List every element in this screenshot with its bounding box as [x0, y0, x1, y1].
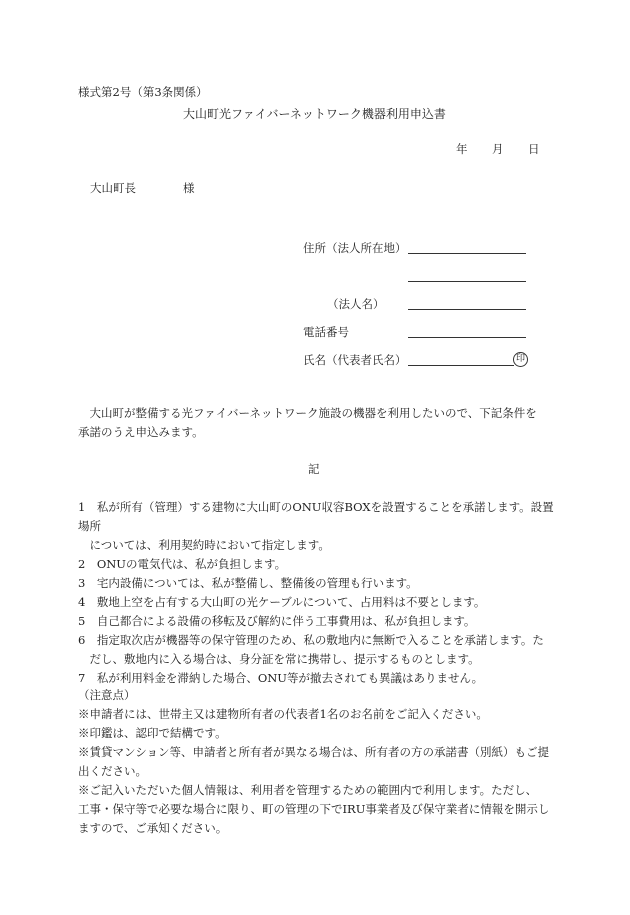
date-year: 年 — [456, 142, 468, 156]
note-item: ※印鑑は、認印で結構です。 — [78, 726, 227, 740]
condition-item: 7 私が利用料金を滞納した場合、ONU等が撤去されても異議はありません。 — [78, 671, 484, 685]
note-item: 出ください。 — [78, 764, 147, 778]
intro-line: 大山町が整備する光ファイバーネットワーク施設の機器を利用したいので、下記条件を — [78, 406, 537, 420]
notes-list — [78, 686, 558, 838]
notes-heading: （注意点） — [78, 688, 136, 702]
condition-item: 4 敷地上空を占有する大山町の光ケーブルについて、占用料は不要とします。 — [78, 595, 486, 609]
phone-line[interactable] — [408, 337, 526, 338]
condition-item: 3 宅内設備については、私が整備し、整備後の管理も行います。 — [78, 576, 418, 590]
seal-mark: 印 — [513, 352, 528, 367]
condition-item: 5 自己都合による設備の移転及び解約に伴う工事費用は、私が負担します。 — [78, 614, 476, 628]
name-label: 氏名（代表者氏名） — [303, 353, 407, 367]
intro-line: 承諾のうえ申込みます。 — [78, 425, 204, 439]
note-item: ※申請者には、世帯主又は建物所有者の代表者1名のお名前をご記入ください。 — [78, 707, 488, 721]
date-day: 日 — [528, 142, 540, 156]
note-item: 工事・保守等で必要な場合に限り、町の管理の下でIRU事業者及び保守業者に情報を開示し — [78, 802, 550, 816]
ki-heading: 記 — [308, 462, 320, 476]
date-month: 月 — [492, 142, 504, 156]
condition-item: 1 私が所有（管理）する建物に大山町のONU収容BOXを設置することを承諾します。設置場所 — [78, 500, 554, 533]
condition-item: 2 ONUの電気代は、私が負担します。 — [78, 557, 287, 571]
addressee-name: 大山町長 — [90, 181, 136, 195]
address-label: 住所（法人所在地） — [303, 241, 407, 255]
corp-name-label: （法人名） — [327, 297, 385, 311]
address-line-2[interactable] — [408, 281, 526, 282]
note-item: ※賃貸マンション等、申請者と所有者が異なる場合は、所有者の方の承諾書（別紙）もご提 — [78, 745, 549, 759]
condition-item: については、利用契約時において指定します。 — [78, 538, 330, 552]
condition-item: だし、敷地内に入る場合は、身分証を常に携帯し、提示するものとします。 — [78, 652, 480, 666]
intro-paragraph — [78, 404, 558, 442]
address-line-1[interactable] — [408, 253, 526, 254]
note-item: ますので、ご承知ください。 — [78, 821, 228, 835]
addressee-honorific: 様 — [183, 181, 195, 195]
name-line[interactable] — [408, 365, 514, 366]
form-number: 様式第2号（第3条関係） — [78, 85, 208, 99]
condition-item: 6 指定取次店が機器等の保守管理のため、私の敷地内に無断で入ることを承諾します。た — [78, 633, 544, 647]
conditions-list — [78, 498, 558, 688]
phone-label: 電話番号 — [303, 325, 349, 339]
corp-name-line[interactable] — [408, 309, 526, 310]
note-item: ※ご記入いただいた個人情報は、利用者を管理するための範囲内で利用します。ただし、 — [78, 783, 538, 797]
document-title: 大山町光ファイバーネットワーク機器利用申込書 — [183, 107, 446, 121]
